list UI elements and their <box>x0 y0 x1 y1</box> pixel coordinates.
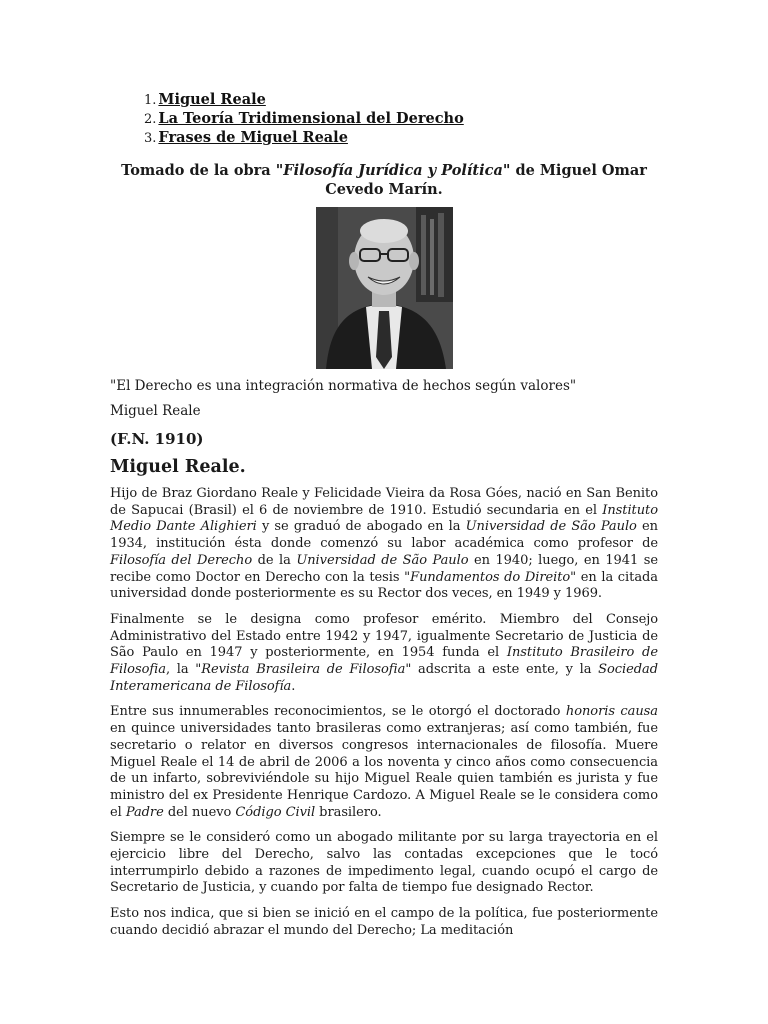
text-run: Finalmente se le designa como profesor emérito. Miembro del Consejo Administrativo del Estado entre 1942 y 1947, igualmente Secretario de Justicia de São Paulo en 1947 y posteriormente, en 1954 funda el <box>110 611 658 661</box>
section-heading: Miguel Reale. <box>110 457 246 477</box>
text-run: Hijo de Braz Giordano Reale y Felicidade Vieira da Rosa Góes, nació en San Benito de Sapucai (Brasil) el 6 de noviembre de 1910. Estudió secundaria en el <box>110 486 658 518</box>
quote-author: Miguel Reale <box>110 403 201 419</box>
source-work-title: "Filosofía Jurídica y Política" <box>275 162 511 179</box>
source-attribution <box>110 161 658 199</box>
italic-text: Universidad de São Paulo <box>296 552 469 568</box>
toc-number: 3. <box>144 131 157 146</box>
table-of-contents <box>144 91 464 148</box>
italic-text: Instituto Brasileiro de Filosofia <box>110 645 658 678</box>
italic-text: Padre <box>125 804 164 820</box>
text-run: en 1934, institución ésta donde comenzó su labor académica como profesor de <box>110 519 658 552</box>
toc-number: 2. <box>144 112 157 127</box>
text-run: , la <box>165 662 196 678</box>
text-run: en quince universidades tanto brasileras como extranjeras; así como también, fue secretario o relator en diversos congresos internacionales de filosofía. Muere Miguel Reale el 14 de abril de 2006 a los noventa y cinco años como consecuencia de un infarto, sobreviviéndole su hijo Miguel Reale quien también es jurista y fue ministro del ex Presidente Henrique Cardozo. A Miguel Reale se le considera como el <box>110 721 658 820</box>
text-run: Entre sus innumerables reconocimientos, se le otorgó el doctorado <box>110 704 566 720</box>
italic-text: honoris causa <box>565 704 658 720</box>
portrait-illustration <box>316 207 453 369</box>
biography-text <box>110 486 658 949</box>
toc-item <box>144 110 464 129</box>
text-run: brasilero. <box>315 804 382 820</box>
italic-text: "Revista Brasileira de Filosofia" <box>195 662 412 678</box>
text-run: de la <box>252 552 297 568</box>
birth-year: (F.N. 1910) <box>110 430 204 448</box>
paragraph <box>110 830 658 897</box>
source-suffix: de Miguel Omar Cevedo Marín. <box>325 162 647 198</box>
toc-link-teoria-tridimensional[interactable]: La Teoría Tridimensional del Derecho <box>158 110 464 127</box>
italic-text: Instituto Medio Dante Alighieri <box>110 502 658 535</box>
text-run: . <box>291 678 296 694</box>
text-run: en la citada universidad donde posteriormente es su Rector dos veces, en 1949 y 1969. <box>110 569 658 602</box>
italic-text: Universidad de São Paulo <box>465 519 637 535</box>
text-run: en 1940; luego, en 1941 se recibe como Doctor en Derecho con la tesis <box>110 552 658 585</box>
italic-text: "Fundamentos do Direito" <box>404 569 577 585</box>
toc-item <box>144 129 464 148</box>
source-prefix: Tomado de la obra <box>121 162 276 179</box>
text-run: Siempre se le consideró como un abogado militante por su larga trayectoria en el ejercicio libre del Derecho, salvo las contadas excepciones que le tocó interrumpirlo debido a razones de impedimento legal, cuando ocupó el cargo de Secretario de Justicia, y cuando por falta de tiempo fue designado Rector. <box>110 830 658 896</box>
quote: "El Derecho es una integración normativa de hechos según valores" <box>110 378 577 394</box>
paragraph <box>110 486 658 603</box>
paragraph <box>110 704 658 821</box>
paragraph <box>110 906 658 939</box>
italic-text: Código Civil <box>235 804 316 820</box>
toc-link-frases[interactable]: Frases de Miguel Reale <box>158 129 348 146</box>
portrait-photo <box>316 207 453 369</box>
italic-text: Sociedad Interamericana de Filosofía <box>110 662 658 694</box>
toc-item <box>144 91 464 110</box>
toc-link-miguel-reale[interactable]: Miguel Reale <box>158 91 266 108</box>
text-run: y se graduó de abogado en la <box>256 519 466 535</box>
text-run: adscrita a este ente, y la <box>411 662 599 678</box>
toc-number: 1. <box>144 93 157 108</box>
paragraph <box>110 612 658 696</box>
text-run: Esto nos indica, que si bien se inició en el campo de la política, fue posteriormente cuando decidió abrazar el mundo del Derecho; La meditación <box>110 906 658 938</box>
italic-text: Filosofía del Derecho <box>110 552 253 568</box>
text-run: del nuevo <box>163 804 236 820</box>
